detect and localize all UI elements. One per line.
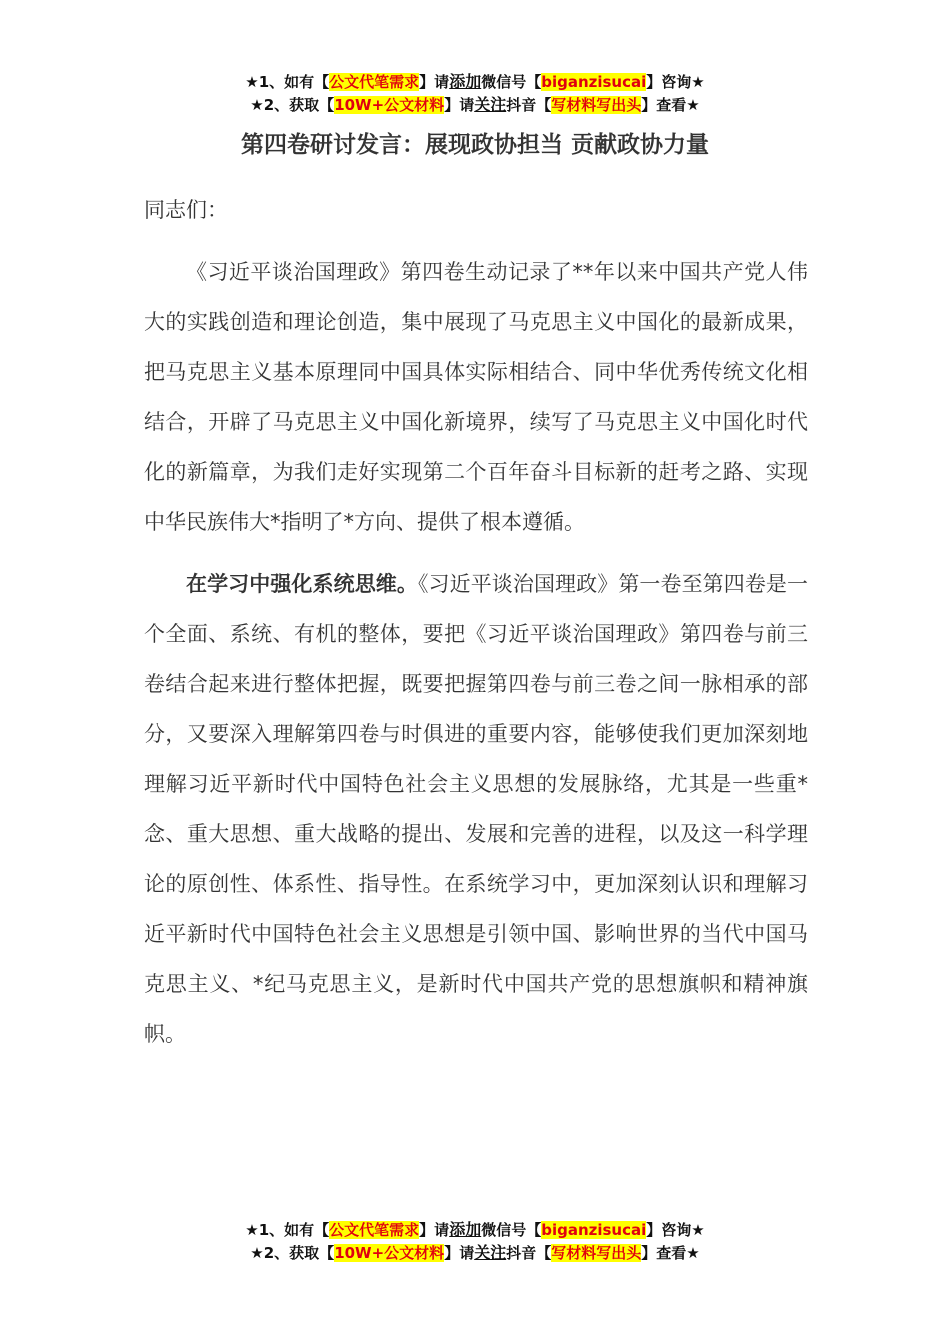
banner-text: 微信号【 — [481, 1221, 542, 1239]
banner-line-2 — [0, 1241, 950, 1264]
banner-text: ★1、如有【 — [245, 1221, 330, 1239]
banner-highlight: 写材料写出头 — [551, 1244, 642, 1262]
top-ad-banner — [0, 70, 950, 116]
banner-highlight: biganzisucai — [541, 73, 647, 91]
banner-text: ★1、如有【 — [245, 73, 330, 91]
banner-text: 】咨询★ — [646, 73, 705, 91]
banner-highlight: 10W+公文材料 — [334, 96, 445, 114]
paragraph-2-lead: 在学习中强化系统思维。 — [186, 572, 418, 596]
document-title: 第四卷研讨发言：展现政协担当 贡献政协力量 — [240, 132, 709, 158]
bottom-ad-banner — [0, 1218, 950, 1264]
banner-highlight: 写材料写出头 — [551, 96, 642, 114]
banner-text: 抖音【 — [506, 1244, 552, 1262]
banner-highlight: 公文代笔需求 — [329, 73, 420, 91]
banner-emphasis: 关注 — [474, 95, 507, 114]
document-body — [144, 185, 808, 1059]
banner-highlight: biganzisucai — [541, 1221, 647, 1239]
banner-line-1 — [0, 1218, 950, 1241]
banner-line-2 — [0, 93, 950, 116]
banner-text: 微信号【 — [481, 73, 542, 91]
banner-text: 】请 — [419, 1221, 450, 1239]
paragraph-1: 《习近平谈治国理政》第四卷生动记录了**年以来中国共产党人伟大的实践创造和理论创造，集中展现了马克思主义中国化的最新成果，把马克思主义基本原理同中国具体实际相结合、同中华优秀传统文化相结合，开辟了马克思主义中国化新境界，续写了马克思主义中国化时代化的新篇章，为我们走好实现第二个百年奋斗目标新的赶考之路、实现中华民族伟大*指明了*方向、提供了根本遵循。 — [144, 260, 808, 534]
banner-text: 】请 — [419, 73, 450, 91]
banner-text: 】请 — [444, 96, 475, 114]
banner-text: 抖音【 — [506, 96, 552, 114]
banner-emphasis: 添加 — [449, 1220, 482, 1239]
banner-highlight: 10W+公文材料 — [334, 1244, 445, 1262]
banner-text: 】请 — [444, 1244, 475, 1262]
banner-highlight: 公文代笔需求 — [329, 1221, 420, 1239]
banner-text: 】查看★ — [641, 96, 700, 114]
paragraph-2-body: 《习近平谈治国理政》第一卷至第四卷是一个全面、系统、有机的整体，要把《习近平谈治国理政》第四卷与前三卷结合起来进行整体把握，既要把握第四卷与前三卷之间一脉相承的部分，又要深入理解第四卷与时俱进的重要内容，能够使我们更加深刻地理解习近平新时代中国特色社会主义思想的发展脉络，尤其是一些重*念、重大思想、重大战略的提出、发展和完善的进程，以及这一科学理论的原创性、体系性、指导性。在系统学习中，更加深刻认识和理解习近平新时代中国特色社会主义思想是引领中国、影响世界的当代中国马克思主义、*纪马克思主义，是新时代中国共产党的思想旗帜和精神旗帜。 — [144, 572, 809, 1046]
banner-text: 】咨询★ — [646, 1221, 705, 1239]
paragraph-2 — [144, 559, 808, 1059]
banner-text: ★2、获取【 — [250, 96, 335, 114]
banner-text: 】查看★ — [641, 1244, 700, 1262]
banner-line-1 — [0, 70, 950, 93]
banner-emphasis: 添加 — [449, 72, 482, 91]
salutation: 同志们： — [144, 198, 228, 222]
banner-text: ★2、获取【 — [250, 1244, 335, 1262]
banner-emphasis: 关注 — [474, 1243, 507, 1262]
